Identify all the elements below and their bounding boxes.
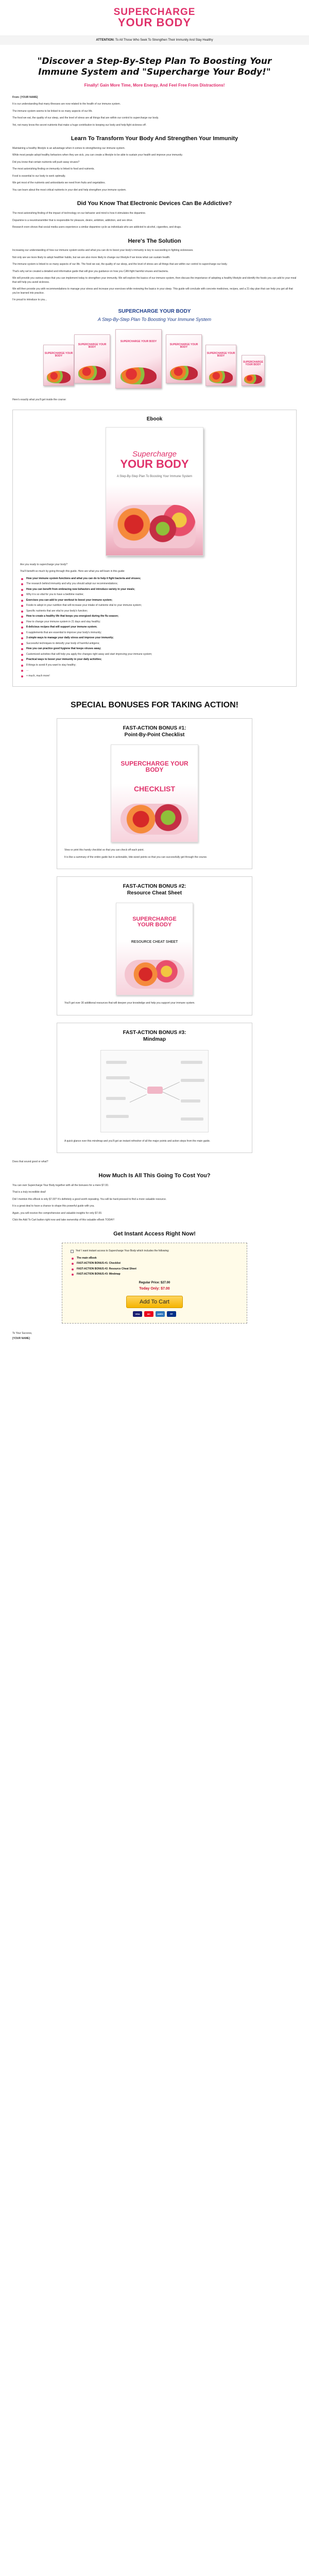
bullet-bold: Exercises you can add to your workout to boost your immune system; [26,598,113,602]
solution-paragraph: That's why we've created a detailed and informative guide that will give you guidance on how you CAN fight harmful viruses and bacteria. [12,269,169,273]
list-item [20,625,289,630]
electronic-paragraph: Research even shows that social media users experience a similar dopamine cycle as individuals who are addicted to alcohol, cigarettes, and drugs. [12,226,182,229]
inside-note: Here's exactly what you'll get inside the course: [12,398,66,402]
bonus-3-name: Mindmap [143,1036,166,1042]
fruit-image [78,366,106,380]
learn-paragraph: Maintaining a healthy lifestyle is an advantage when it comes to strengthening our immune system. [12,146,126,150]
bonus-2-box [57,876,252,1015]
list-item [20,674,289,679]
product-subtitle: A Step-By-Step Plan To Boosting Your Immune System [97,316,212,322]
bundle-book-2 [74,334,110,383]
bonus-2-head: FAST-ACTION BONUS #2: [123,884,186,890]
order-item: FAST-ACTION BONUS #1: Checklist [77,1262,121,1265]
mastercard-icon: MC [144,1311,153,1317]
learn-paragraph: While most people adopt healthy behaviors when they are sick, you can create a lifestyle to be able to sustain your health and improve your immunity. [12,154,183,157]
cheatsheet-logo: SUPERCHARGE YOUR BODY [132,916,177,928]
list-item [20,664,289,668]
bundle-book-1 [43,345,74,386]
cover-subtitle: A Step-By-Step Plan To Boosting Your Immune System [116,474,193,478]
pricing-content [0,1160,309,1238]
cheatsheet-label: RESOURCE CHEAT SHEET [131,940,178,944]
list-item [20,588,289,592]
question-line: Does that sound good or what? [12,1160,48,1164]
solution-paragraph: Increasing our understanding of how our immune system works and what you can do to boost your body's immunity is key to succeeding in fighting sicknesses. [12,249,194,252]
bundle-book-label: SUPERCHARGE YOUR BODY [120,340,157,343]
list-item [71,1262,238,1266]
list-item [71,1273,238,1277]
bonuses-title: SPECIAL BONUSES FOR TAKING ACTION! [71,701,238,710]
checklist-label: CHECKLIST [133,785,176,793]
subheadline: Finally! Gain More Time, More Energy, And Feel Free From Distractions! [84,82,225,88]
fruit-image [209,371,233,383]
list-item [20,642,289,646]
attention-text: To All Those Who Seek To Strengthen Their Immunity And Stay Healthy [115,39,213,42]
learn-paragraph: Food is essential to our body to work optimally. [12,174,66,178]
bonus-2-name: Resource Cheat Sheet [127,890,182,896]
cost-paragraph: It is a great deal to have a chance to shape this powerful guide with you. [12,1205,95,1208]
product-name: SUPERCHARGE YOUR BODY [118,308,191,314]
intro-paragraph: Yet, not many know the secret nutrients that make a huge contribution to keeping our body and help fight sickness off. [12,123,147,127]
fruit-image [121,804,188,835]
list-item [71,1267,238,1272]
order-checkbox[interactable] [71,1250,74,1253]
list-item [20,599,289,603]
solution-paragraph: The immune system is linked to so many aspects of our life. The food we eat, the quality of our sleep, and the level of stress are all things that are within our control to supercharge our body. [12,263,228,266]
learn-paragraph: You can learn about the most critical nutrients in your diet and help strengthen your immune system. [12,188,127,192]
cover-line2: YOUR BODY [120,457,189,470]
order-check-text: Yes! I want instant access to Supercharge Your Body which includes the following: [76,1249,169,1253]
bundle-book-label: SUPERCHARGE YOUR BODY [44,352,73,358]
ebook-benefits-list [20,577,289,679]
cost-title: How Much Is All This Going To Cost You? [98,1172,211,1179]
logo-line1: SUPERCHARGE [113,7,196,18]
amex-card-icon: AMEX [156,1311,165,1317]
bundle-book-6 [242,355,265,386]
electronic-title: Did You Know That Electronic Devices Can Be Addictive? [77,200,232,207]
cover-line1: Supercharge [132,449,177,459]
list-item [20,653,289,657]
bullet-text: 6 supplements that are essential to improve your body's immunity; [26,631,102,634]
bullet-bold: How your immune system functions and what you can do to help it fight bacteria and viruses; [26,577,141,580]
list-item [20,609,289,614]
list-item [71,1257,238,1261]
list-item [20,658,289,662]
list-item [20,636,289,640]
mindmap-node [181,1079,204,1082]
header-logo [0,0,309,36]
electronic-paragraph: Dopamine is a neurotransmitter that is responsible for pleasure, desire, ambition, addiction, and sex drive. [12,218,133,222]
signoff-line: To Your Success, [12,1332,32,1335]
intro-paragraph: The food we eat, the quality of our sleep, and the level of stress are all things that are within our control to supercharge our body. [12,116,159,120]
bonus-3-box [57,1023,252,1154]
bullet-text: Specific nutrients that are vital to your body's function; [26,609,88,613]
checklist-image [111,744,198,842]
electronic-paragraph: The most astonishing finding of the impact of technology on our behavior and mind is how it stimulates the dopamine. [12,212,146,215]
bullet-bold: How you can benefit from embracing new behaviors and introduce variety in your meals; [26,587,135,591]
today-price: Today Only: $7.00 [139,1286,170,1291]
checklist-logo: SUPERCHARGE YOUR BODY [121,760,188,774]
mindmap-node [106,1097,126,1100]
order-box [62,1243,247,1324]
signoff-name: [YOUR NAME] [12,1336,30,1340]
bullet-text: Foods to adopt in your nutrition that will increase your intake of nutrients vital to your immune system; [26,604,142,607]
learn-paragraph: The most astonishing finding on immunity is linked to food and nutrients. [12,167,95,171]
bonus-2-desc: You'll get over 30 additional resources that will deepen your knowledge and help you support your immune system. [64,1002,195,1005]
cost-paragraph: Did I mention this eBook is only $7.00? It's definitely a good worth repeating. You will be hard-pressed to find a more valuable resource. [12,1197,167,1201]
mindmap-image [100,1050,209,1132]
list-item [20,669,289,673]
logo-line2: YOUR BODY [117,16,192,29]
bonus-1-desc: View or print this handy checklist so that you can check off each point. [64,849,144,852]
bullet-text: Customized activities that will help you apply the changes right away and start improving your immune system; [26,652,152,656]
bundle-book-4 [166,334,202,383]
ebook-cover-image [106,427,203,556]
bundle-book-5 [205,345,236,386]
payment-cards [71,1311,238,1317]
paypal-icon: PP [167,1311,176,1317]
bonus-1-desc: It is like a summary of the entire guide but in actionable, bite-sized points so that you can successfully get through the course. [64,855,208,859]
bonus-1-name: Point-By-Point Checklist [124,732,185,738]
from-line: From: [YOUR NAME] [12,95,38,99]
list-item [20,604,289,608]
list-item [20,647,289,651]
fruit-image [125,960,184,989]
fruit-image [121,367,157,385]
order-item: FAST-ACTION BONUS #3: Mindmap [77,1273,121,1276]
learn-paragraph: Did you know that certain nutrients will push away viruses? [12,160,80,164]
intro-paragraph: The immune system seems to be linked to so many aspects of our life. [12,109,93,113]
ebook-lead: You'll benefit so much by going through this guide. Here are what you will learn in this guide: [20,570,125,573]
bullet-text: The research behind immunity and why you should adopt our recommendations; [26,582,118,586]
bullet-bold: Practical ways to boost your immunity in your daily activities; [26,658,102,662]
order-item: FAST-ACTION BONUS #2: Resource Cheat Sheet [77,1267,136,1270]
solution-paragraph: We will provide you various steps that you can implement today to strengthen your immunity. We will explore the basics of our immune system, then discuss the importance of adopting a healthy lifestyle and identify the foods you can add to your meal that will help you avoid sickness. [12,277,297,284]
bundle-book-3 [115,329,162,388]
bullet-bold: 3 simple ways to manage your daily stress and improve your immunity; [26,636,114,640]
bundle-book-label: SUPERCHARGE YOUR BODY [169,343,198,349]
mindmap-node [181,1061,202,1064]
order-title: Get Instant Access Right Now! [113,1230,196,1237]
ebook-section [12,410,297,687]
bullet-bold: How to create a healthy life that keeps you energized during the flu season; [26,615,119,618]
regular-price: Regular Price: $27.00 [139,1281,170,1284]
bullet-text: Why it is so vital for you to have a bedtime routine; [26,593,84,597]
product-bundle-image [43,329,266,391]
bullet-text: ... [26,669,29,672]
mindmap-line [130,1094,147,1103]
cost-paragraph: Click the Add To Cart button right now and take ownership of this valuable eBook TODAY! [12,1218,115,1222]
fruit-image [244,375,262,383]
solution-title: Here's The Solution [128,238,181,244]
solution-paragraph: We will then provide you with recommendations to manage your stress and increase your exercises while reviewing the basics in your sleep. This guide will conclude with concrete medicines, recipes, and a 21-day plan that can help you get all that you've learned into practice. [12,287,293,295]
bonus-3-head: FAST-ACTION BONUS #3: [123,1029,186,1036]
learn-paragraph: We get most of the nutrients and antioxidants we need from fruits and vegetables. [12,181,106,185]
mindmap-line [130,1081,147,1090]
solution-paragraph: I'm proud to introduce to you... [12,298,47,302]
headline: "Discover a Step-By-Step Plan To Boosting Your Immune System and "Supercharge Your Body!" [37,56,272,78]
bonus-1-head: FAST-ACTION BONUS #1: [123,725,186,732]
fruit-image [170,366,198,380]
cost-paragraph: Again, you will receive the comprehensive and valuable insights for only $7.00. [12,1211,102,1215]
mindmap-line [163,1092,180,1100]
bullet-text: 8 things to avoid if you want to stay healthy; [26,663,76,667]
visa-card-icon: VISA [133,1311,142,1317]
list-item [20,615,289,619]
fruit-image [113,505,196,548]
bullet-text: Successful techniques to detoxify your body of harmful antigens; [26,641,100,645]
bundle-book-label: SUPERCHARGE YOUR BODY [207,352,235,358]
bundle-book-label: SUPERCHARGE YOUR BODY [78,343,107,349]
cheatsheet-image [116,903,193,995]
ebook-lead: Are you ready to supercharge your body? [20,563,67,566]
mindmap-node [106,1061,127,1064]
list-item [20,620,289,624]
attention-bar [0,36,309,45]
list-item [20,577,289,581]
bullet-text: + much, much more! [26,674,50,677]
mindmap-line [163,1082,180,1090]
intro-paragraph: It is our understanding that many illnesses are now related to the health of our immune system. [12,103,121,106]
bonus-1-box [57,718,252,869]
main-content [0,56,309,402]
mindmap-node [106,1115,129,1118]
add-to-cart-button[interactable]: Add To Cart [126,1296,183,1308]
fruit-image [47,371,71,383]
list-item [20,631,289,635]
bullet-text: How to change your immune system in 21 days and stay healthy; [26,620,101,623]
bullet-bold: How you can practice good hygiene that keeps viruses away; [26,647,101,651]
mindmap-node [106,1076,130,1079]
cost-paragraph: That is a truly incredible deal! [12,1191,46,1194]
mindmap-node [181,1117,203,1121]
learn-title: Learn To Transform Your Body And Strengthen Your Immunity [71,135,238,142]
signoff-section [0,1332,309,1341]
order-checkbox-row[interactable] [71,1249,238,1253]
attention-label: ATTENTION: [96,39,115,42]
mindmap-center-node [147,1087,163,1094]
bonus-3-desc: A quick glance over this mindmap and you'll get an instant refresher of all the major points and action steps from the main guide. [64,1139,211,1143]
list-item [20,593,289,597]
order-items-list [71,1257,238,1277]
mindmap-node [181,1099,200,1103]
bullet-bold: 8 delicious recipes that will support your immune system; [26,625,97,629]
ebook-title: Ebook [146,416,163,422]
order-item: The main eBook [77,1256,97,1260]
cost-paragraph: You can own Supercharge Your Body together with all the bonuses for a mere $7.00. [12,1183,109,1187]
bundle-book-label: SUPERCHARGE YOUR BODY [243,360,263,366]
solution-paragraph: Not only are we more likely to adopt healthier habits, but we are also more likely to change our lifestyle if we know what can sustain health. [12,256,170,259]
list-item [20,582,289,586]
